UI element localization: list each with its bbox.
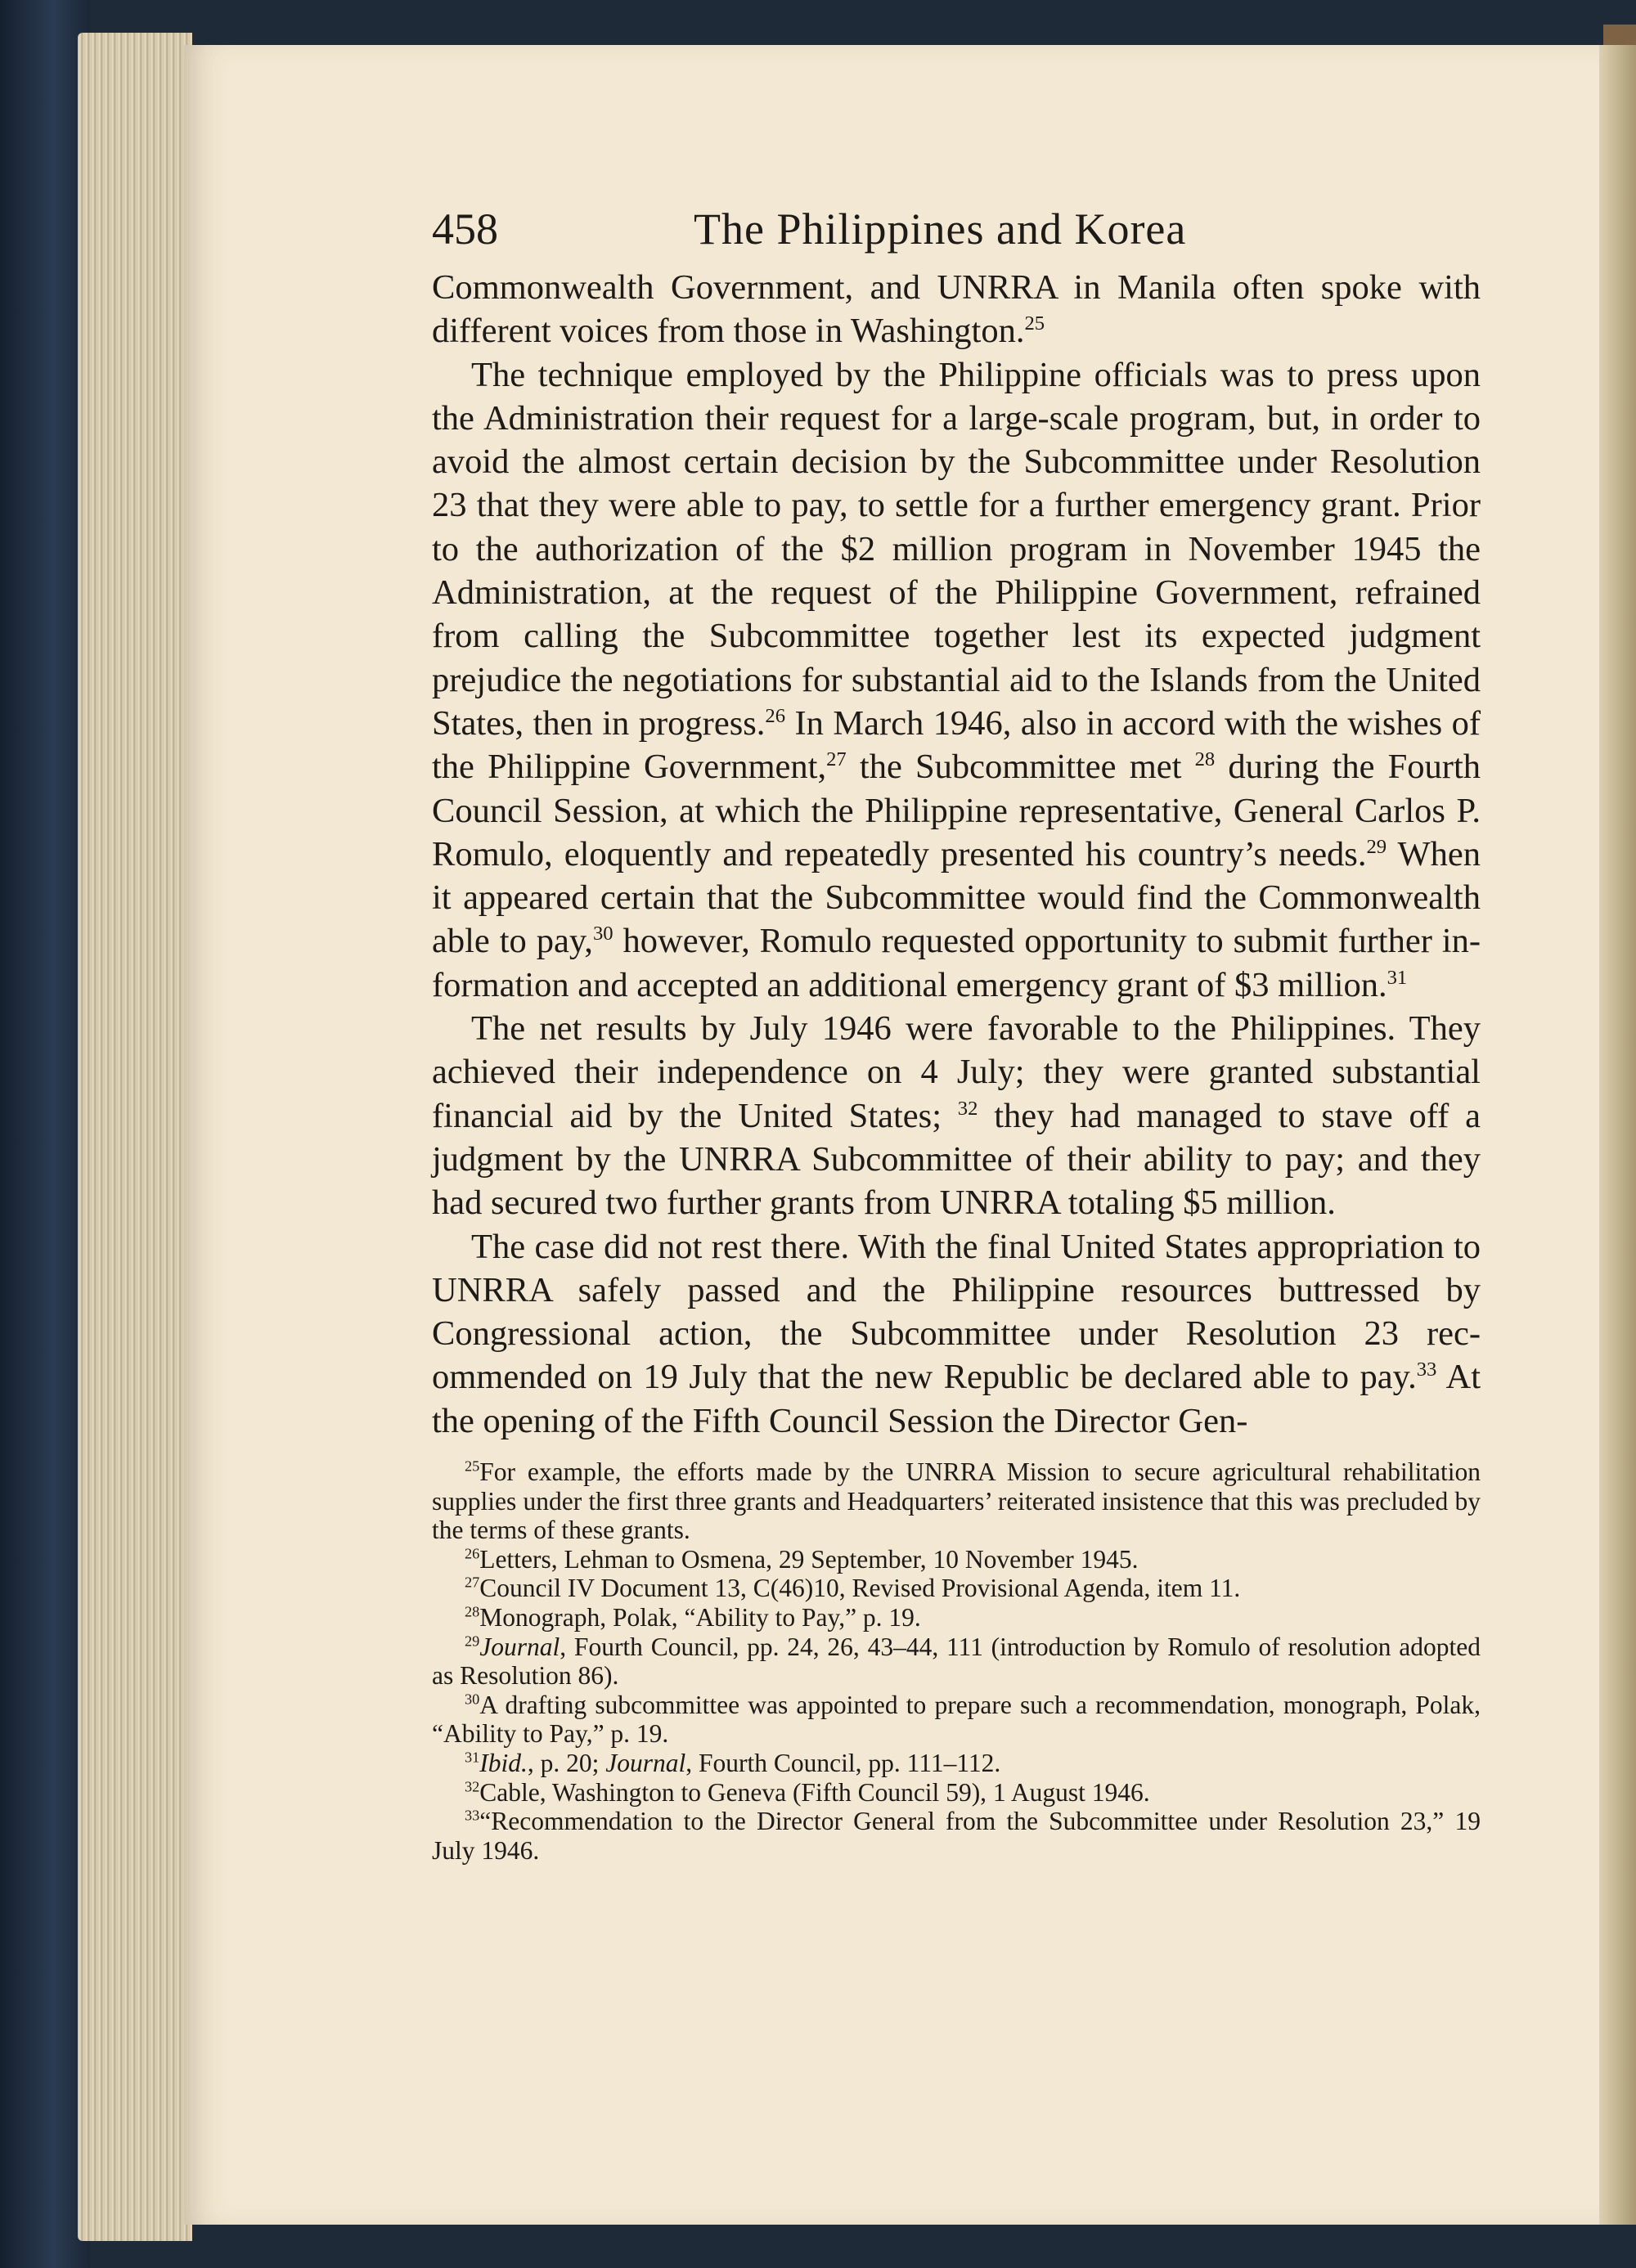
page-content [432,192,1481,1865]
footnotes [432,1457,1481,1865]
footnote-ref-25: 25 [1024,312,1045,335]
footnote-ref-30: 30 [592,923,614,945]
footnote-32: $^{32}$Cable, Washington to Geneva (Fifth Council 59), 1 August 1946. [465,1777,1150,1807]
paragraph-2: The technique employed by the Philippine officials was to press upon the Administration their request for a large-scale program, but, in order to avoid the almost certain decision by the Subcommittee under Resolution 23 that they were able to pay, to settle for a further emergency grant. Prior to the authorization of the $2 million program in November 1945 the Administration, at the request of the Philippine Government, refrained from calling the Subcommittee together lest its expected judgment prejudice the negotiations for substantial aid to the Islands from the United States, then in progress.$^{26}$ In March 1946, also in accord with the wishes of the Philippine Government,$^{27}$ the Subcommittee met $^{28}$ during the Fourth Council Session, at which the Philippine representative, General Carlos P. Romulo, eloquently and repeatedly presented his country’s needs.$^{29}$ When it appeared certain that the Subcommittee would find the Commonwealth able to pay,$^{30}$ however, Romulo requested opportunity to submit further information and accepted an additional emergency grant of $3 million.$^{31}$ [432,355,1481,1004]
page-number: 458 [432,204,498,254]
footnote-ref-26: 26 [765,704,786,727]
paragraph-4: The case did not rest there. With the final United States appropriation to UNRRA safely passed and the Philippine resources buttressed by Congressional action, the Subcommittee under Resolution 23 recommended on 19 July that the new Republic be declared able to pay.$^{33}$ At the opening of the Fifth Council Session the Director Gen- [432,1227,1481,1440]
page-stack-edge [78,33,192,2241]
footnote-31: $^{31}$Ibid., p. 20; Journal, Fourth Council, pp. 111–112. [465,1748,1001,1777]
page-edge-right [1599,45,1636,2225]
footnote-ref-33: 33 [1416,1359,1437,1381]
footnote-ref-31: 31 [1387,966,1408,989]
paragraph-1: Commonwealth Government, and UNRRA in Manila often spoke with different voices from those in Washington.$^{25}$ [432,268,1481,351]
footnote-30: $^{30}$A drafting subcommittee was appointed to prepare such a recommendation, monograph, Polak, “Ability to Pay,” p. 19. [432,1690,1481,1749]
running-head [432,192,1481,266]
footnote-33: $^{33}$“Recommendation to the Director General from the Subcommittee under Resolution 23,” 19 July 1946. [432,1807,1481,1865]
footnote-26: $^{26}$Letters, Lehman to Osmena, 29 September, 10 November 1945. [465,1544,1139,1574]
footnote-28: $^{28}$Monograph, Polak, “Ability to Pay,” p. 19. [465,1602,921,1632]
paragraph-3: The net results by July 1946 were favorable to the Philippines. They achieved their independence on 4 July; they were granted substantial financial aid by the United States; $^{32}$ they had managed to stave off a judgment by the UNRRA Subcommittee of their ability to pay; and they had secured two further grants from UNRRA totaling $5 million. [432,1009,1481,1223]
book-cover [0,0,90,2268]
footnote-ref-29: 29 [1366,835,1387,858]
footnote-ref-32: 32 [957,1097,978,1120]
body-text [432,266,1481,1443]
footnote-29: $^{29}$Journal, Fourth Council, pp. 24, 26, 43–44, 111 (introduction by Romulo of resolution adopted as Resolution 86). [432,1632,1481,1691]
footnote-25: $^{25}$For example, the efforts made by the UNRRA Mission to secure agricultural rehabilitation supplies under the first three grants and Headquarters’ reiterated insistence that this was precluded by the terms of these grants. [432,1457,1481,1545]
footnote-ref-28: 28 [1194,748,1216,771]
footnote-27: $^{27}$Council IV Document 13, C(46)10, Revised Provisional Agenda, item 11. [465,1574,1241,1603]
chapter-title: The Philippines and Korea [694,204,1187,254]
footnote-ref-27: 27 [826,748,847,771]
